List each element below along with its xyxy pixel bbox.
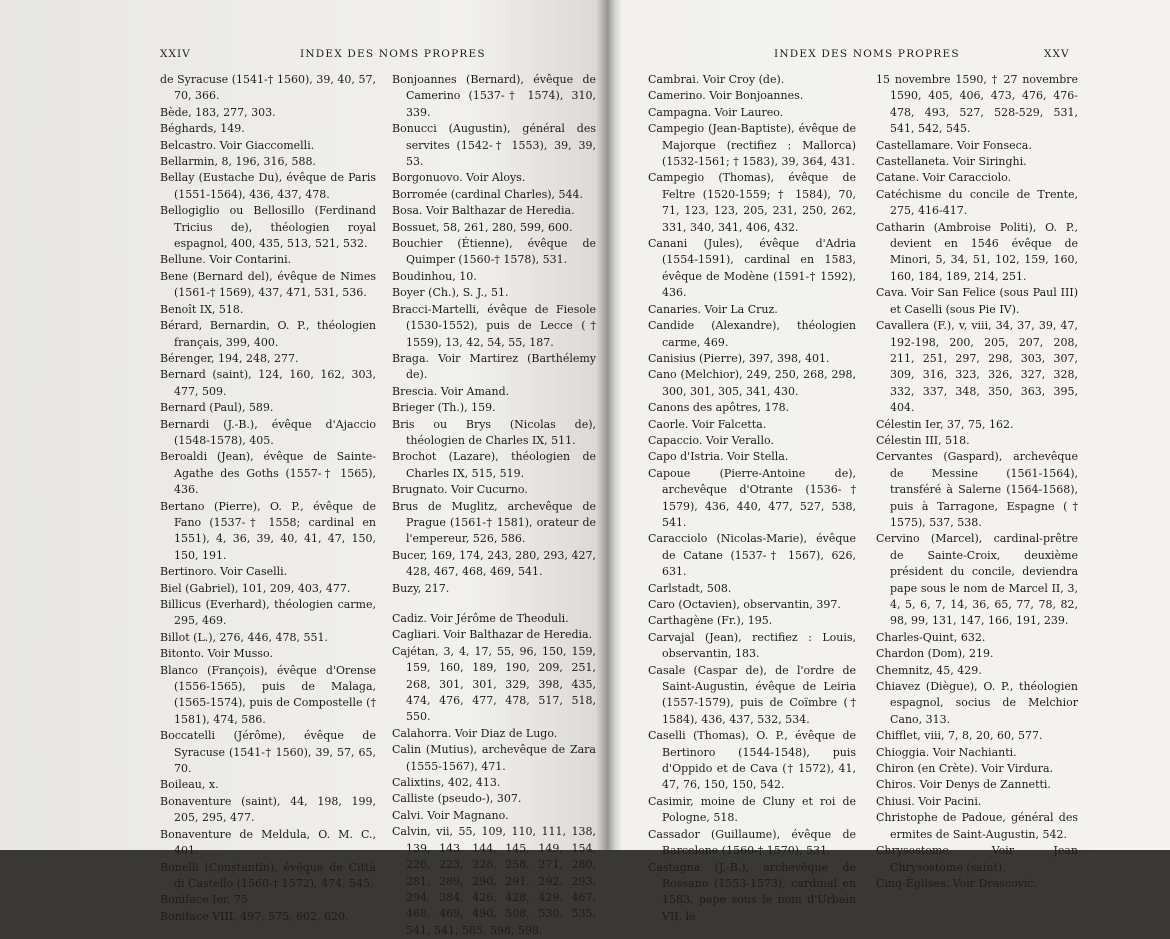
index-entry: Béghards, 149. bbox=[160, 122, 245, 136]
index-entry: Capo d'Istria. Voir Stella. bbox=[648, 450, 789, 464]
index-entry: Boccatelli (Jérôme), évêque de Syracuse (1541-† 1560), 39, 57, 65, 70. bbox=[160, 729, 376, 776]
index-entry: Bonjoannes (Bernard), évêque de Camerino (1537-† 1574), 310, 339. bbox=[392, 73, 596, 119]
index-entry: Cagliari. Voir Balthazar de Heredia. bbox=[392, 628, 593, 642]
index-entry: Bérenger, 194, 248, 277. bbox=[160, 351, 299, 365]
index-entry: Campagna. Voir Laureo. bbox=[648, 105, 784, 119]
index-entry: Bucer, 169, 174, 243, 280, 293, 427, 428, 467, 468, 469, 541. bbox=[392, 548, 596, 579]
index-entry: Chiusi. Voir Pacini. bbox=[876, 794, 982, 808]
index-entry: Bene (Bernard del), évêque de Nimes (1561-† 1569), 437, 471, 531, 536. bbox=[160, 269, 376, 300]
index-entry: Casale (Caspar de), de l'ordre de Saint-Augustin, évêque de Leiria (1557-1579), puis de Coïmbre († 1584), 436, 437, 532, 534. bbox=[648, 663, 856, 726]
index-entry: Camerino. Voir Bonjoannes. bbox=[648, 89, 804, 103]
index-entry: Brugnato. Voir Cucurno. bbox=[392, 483, 528, 497]
index-entry: Chiros. Voir Denys de Zannetti. bbox=[876, 778, 1051, 792]
left-column-1 bbox=[160, 72, 376, 925]
index-entry: Braga. Voir Martirez (Barthélemy de). bbox=[392, 351, 596, 382]
index-entry: Carvajal (Jean), rectifiez : Louis, observantin, 183. bbox=[648, 630, 856, 661]
index-entry: Candide (Alexandre), théologien carme, 469. bbox=[648, 319, 856, 349]
index-entry: Cava. Voir San Felice (sous Paul III) et Caselli (sous Pie IV). bbox=[876, 286, 1078, 316]
left-folio: XXIV bbox=[160, 48, 191, 60]
index-entry: Bracci-Martelli, évêque de Fiesole (1530-1552), puis de Lecce († 1559), 13, 42, 54, 55, 187. bbox=[392, 302, 596, 349]
index-entry: Buzy, 217. bbox=[392, 581, 450, 595]
left-running-head: INDEX DES NOMS PROPRES bbox=[300, 48, 486, 60]
index-entry: Cadiz. Voir Jérôme de Theoduli. bbox=[392, 612, 569, 625]
index-entry: Bellogiglio ou Bellosillo (Ferdinand Tricius de), théologien royal espagnol, 400, 435, 513, 521, 532. bbox=[160, 204, 376, 251]
index-entry: Chifflet, viii, 7, 8, 20, 60, 577. bbox=[876, 729, 1043, 743]
index-entry: Brieger (Th.), 159. bbox=[392, 401, 496, 415]
index-entry: Bertano (Pierre), O. P., évêque de Fano (1537-† 1558; cardinal en 1551), 4, 36, 39, 40, 41, 47, 150, 150, 191. bbox=[160, 499, 376, 562]
index-entry: Benoît IX, 518. bbox=[160, 302, 244, 316]
index-entry: Canani (Jules), évêque d'Adria (1554-1591), cardinal en 1583, évêque de Modène (1591-† 1592), 436. bbox=[648, 237, 856, 300]
index-entry: Chioggia. Voir Nachianti. bbox=[876, 745, 1017, 759]
left-column-2 bbox=[392, 72, 596, 939]
book-gutter bbox=[596, 0, 622, 850]
right-running-head: INDEX DES NOMS PROPRES bbox=[774, 48, 960, 60]
index-entry: Cajétan, 3, 4, 17, 55, 96, 150, 159, 159, 160, 189, 190, 209, 251, 268, 301, 301, 329, 398, 435, 474, 476, 477, 478, 517, 518, 550. bbox=[392, 644, 596, 724]
index-entry: Caracciolo (Nicolas-Marie), évêque de Catane (1537-† 1567), 626, 631. bbox=[648, 532, 856, 579]
index-entry: Bonaventure de Meldula, O. M. C., 401. bbox=[160, 827, 376, 858]
index-entry: Carlstadt, 508. bbox=[648, 581, 732, 595]
index-entry: Bertinoro. Voir Caselli. bbox=[160, 565, 288, 579]
index-entry: Beroaldi (Jean), évêque de Sainte-Agathe des Goths (1557-† 1565), 436. bbox=[160, 450, 376, 497]
index-entry: Bellune. Voir Contarini. bbox=[160, 253, 292, 267]
index-entry: Boniface Ier, 75 bbox=[160, 893, 248, 907]
index-entry: Cavallera (F.), v, viii, 34, 37, 39, 47, 192-198, 200, 205, 207, 208, 211, 251, 297, 298, 303, 307, 309, 316, 323, 326, 327, 328, 332, 337, 348, 350, 363, 395, 404. bbox=[876, 319, 1078, 415]
index-entry: Bernard (Paul), 589. bbox=[160, 401, 274, 415]
index-entry: Boudinhou, 10. bbox=[392, 269, 477, 283]
index-entry: Borgonuovo. Voir Aloys. bbox=[392, 171, 526, 185]
index-entry: Bérard, Bernardin, O. P., théologien français, 399, 400. bbox=[160, 319, 376, 349]
index-entry: Calliste (pseudo-), 307. bbox=[392, 792, 522, 806]
index-entry: Célestin III, 518. bbox=[876, 433, 970, 447]
index-entry: Casimir, moine de Cluny et roi de Pologne, 518. bbox=[648, 794, 856, 825]
index-entry: Chiron (en Crète). Voir Virdura. bbox=[876, 762, 1054, 776]
right-folio: XXV bbox=[1044, 48, 1070, 60]
index-entry: Bonelli (Constantin), évêque de Città di Castello (1560-† 1572), 474, 545. bbox=[160, 860, 376, 890]
index-entry: Cano (Melchior), 249, 250, 268, 298, 300, 301, 305, 341, 430. bbox=[648, 368, 856, 398]
index-entry: Bellarmin, 8, 196, 316, 588. bbox=[160, 155, 316, 169]
index-entry: Castellaneta. Voir Siringhi. bbox=[876, 155, 1027, 169]
index-entry: Chemnitz, 45, 429. bbox=[876, 663, 982, 677]
right-column-1 bbox=[648, 72, 856, 925]
index-entry: Boyer (Ch.), S. J., 51. bbox=[392, 286, 509, 300]
index-section-gap bbox=[392, 597, 596, 611]
index-entry: Calahorra. Voir Diaz de Lugo. bbox=[392, 726, 558, 740]
right-column-2 bbox=[876, 72, 1078, 892]
index-entry: Catane. Voir Caracciolo. bbox=[876, 171, 1012, 185]
index-entry: Chrysostome. Voir Jean Chrysostome (saint). bbox=[876, 844, 1078, 874]
index-entry: Chiavez (Diègue), O. P., théologien espagnol, socius de Melchior Cano, 313. bbox=[876, 680, 1078, 726]
index-entry: Calixtins, 402, 413. bbox=[392, 776, 501, 790]
index-entry: Cassador (Guillaume), évêque de Barcelone (1560-† 1570), 531. bbox=[648, 827, 856, 858]
index-entry: Blanco (François), évêque d'Orense (1556-1565), puis de Malaga, (1565-1574), puis de Compostelle († 1581), 474, 586. bbox=[160, 663, 376, 726]
index-entry: Bitonto. Voir Musso. bbox=[160, 647, 273, 661]
index-entry: Caro (Octavien), observantin, 397. bbox=[648, 598, 841, 611]
index-entry: Cinq-Églises. Voir Drascovic. bbox=[876, 876, 1037, 890]
index-entry: Brochot (Lazare), théologien de Charles IX, 515, 519. bbox=[392, 450, 596, 480]
index-entry: Capaccio. Voir Verallo. bbox=[648, 433, 774, 447]
index-entry: Biel (Gabriel), 101, 209, 403, 477. bbox=[160, 581, 351, 595]
index-entry: Célestin Ier, 37, 75, 162. bbox=[876, 417, 1014, 431]
index-entry: Canons des apôtres, 178. bbox=[648, 401, 790, 415]
index-entry: Brus de Muglitz, archevêque de Prague (1561-† 1581), orateur de l'empereur, 526, 586. bbox=[392, 499, 596, 546]
index-entry: Caorle. Voir Falcetta. bbox=[648, 417, 767, 431]
index-entry: Bernardi (J.-B.), évêque d'Ajaccio (1548-1578), 405. bbox=[160, 417, 376, 447]
index-entry: Catharin (Ambroise Politi), O. P., devient en 1546 évêque de Minori, 5, 34, 51, 102, 159, 160, 160, 184, 189, 214, 251. bbox=[876, 220, 1078, 283]
index-entry: Brescia. Voir Amand. bbox=[392, 384, 510, 398]
index-entry: Campegio (Jean-Baptiste), évêque de Majorque (rectifiez : Mallorca) (1532-1561; † 1583), 39, 364, 431. bbox=[648, 122, 856, 169]
index-entry: Bernard (saint), 124, 160, 162, 303, 477, 509. bbox=[160, 368, 376, 398]
index-entry: Canisius (Pierre), 397, 398, 401. bbox=[648, 351, 830, 365]
index-entry: Boileau, x. bbox=[160, 778, 219, 792]
index-entry: Borromée (cardinal Charles), 544. bbox=[392, 187, 584, 201]
index-entry: Calvin, vii, 55, 109, 110, 111, 138, 139, 143, 144, 145, 149, 154, 220, 223, 228, 258, 271, 280, 281, 289, 290, 291, 292, 293, 294, 384, 426, 428, 429, 467, 468, 469, 490, 508, 530, 535, 541, 541, 585, 598, 598. bbox=[392, 825, 596, 937]
index-entry: Capoue (Pierre-Antoine de), archevêque d'Otrante (1536-† 1579), 436, 440, 477, 527, 538, 541. bbox=[648, 466, 856, 529]
index-entry: Calin (Mutius), archevêque de Zara (1555-1567), 471. bbox=[392, 743, 596, 773]
index-entry: Bosa. Voir Balthazar de Heredia. bbox=[392, 204, 575, 218]
index-entry: Bède, 183, 277, 303. bbox=[160, 105, 276, 119]
index-entry: Bonucci (Augustin), général des servites (1542-† 1553), 39, 39, 53. bbox=[392, 122, 596, 169]
index-entry: Charles-Quint, 632. bbox=[876, 630, 986, 644]
index-entry: Chardon (Dom), 219. bbox=[876, 647, 994, 661]
index-entry: Castagna (J.-B.), archevêque de Rossano (1553-1573), cardinal en 1583, pape sous le nom d'Urbain VII, le bbox=[648, 860, 856, 923]
index-entry: Bris ou Brys (Nicolas de), théologien de Charles IX, 511. bbox=[392, 417, 596, 447]
index-entry: Bouchier (Étienne), évêque de Quimper (1560-† 1578), 531. bbox=[392, 237, 596, 267]
index-entry: Cervino (Marcel), cardinal-prêtre de Sainte-Croix, deuxième président du concile, deviendra pape sous le nom de Marcel II, 3, 4, 5, 6, 7, 14, 36, 65, 77, 78, 82, 98, 99, 131, 147, 166, 191, 239. bbox=[876, 532, 1078, 628]
index-entry: Carthagène (Fr.), 195. bbox=[648, 614, 773, 628]
index-entry: Bonaventure (saint), 44, 198, 199, 205, 295, 477. bbox=[160, 794, 376, 825]
index-entry: Bossuet, 58, 261, 280, 599, 600. bbox=[392, 220, 573, 234]
index-entry: Canaries. Voir La Cruz. bbox=[648, 302, 778, 316]
index-entry: Castellamare. Voir Fonseca. bbox=[876, 138, 1032, 152]
index-entry: Cervantes (Gaspard), archevêque de Messine (1561-1564), transféré à Salerne (1564-1568), puis à Tarragone, Espagne († 1575), 537, 538. bbox=[876, 450, 1078, 529]
index-entry: Bellay (Eustache Du), évêque de Paris (1551-1564), 436, 437, 478. bbox=[160, 171, 376, 201]
index-entry: Christophe de Padoue, général des ermites de Saint-Augustin, 542. bbox=[876, 811, 1078, 841]
index-entry: Campegio (Thomas), évêque de Feltre (1520-1559; † 1584), 70, 71, 123, 123, 205, 231, 250, 262, 331, 340, 341, 406, 432. bbox=[648, 171, 856, 234]
index-entry: Cambrai. Voir Croy (de). bbox=[648, 73, 785, 86]
index-entry: Billot (L.), 276, 446, 478, 551. bbox=[160, 630, 329, 644]
index-entry: Boniface VIII, 497, 575, 602, 620. bbox=[160, 909, 349, 923]
index-entry: 15 novembre 1590, † 27 novembre 1590, 405, 406, 473, 476, 476-478, 493, 527, 528-529, 531, 541, 542, 545. bbox=[876, 73, 1078, 136]
index-entry: Belcastro. Voir Giaccomelli. bbox=[160, 138, 315, 152]
index-entry: Caselli (Thomas), O. P., évêque de Bertinoro (1544-1548), puis d'Oppido et de Cava († 1572), 41, 47, 76, 150, 150, 542. bbox=[648, 729, 856, 792]
index-entry: Calvi. Voir Magnano. bbox=[392, 808, 509, 822]
index-entry: Billicus (Everhard), théologien carme, 295, 469. bbox=[160, 598, 376, 628]
index-entry: de Syracuse (1541-† 1560), 39, 40, 57, 70, 366. bbox=[160, 73, 376, 103]
index-entry: Catéchisme du concile de Trente, 275, 416-417. bbox=[876, 187, 1078, 218]
